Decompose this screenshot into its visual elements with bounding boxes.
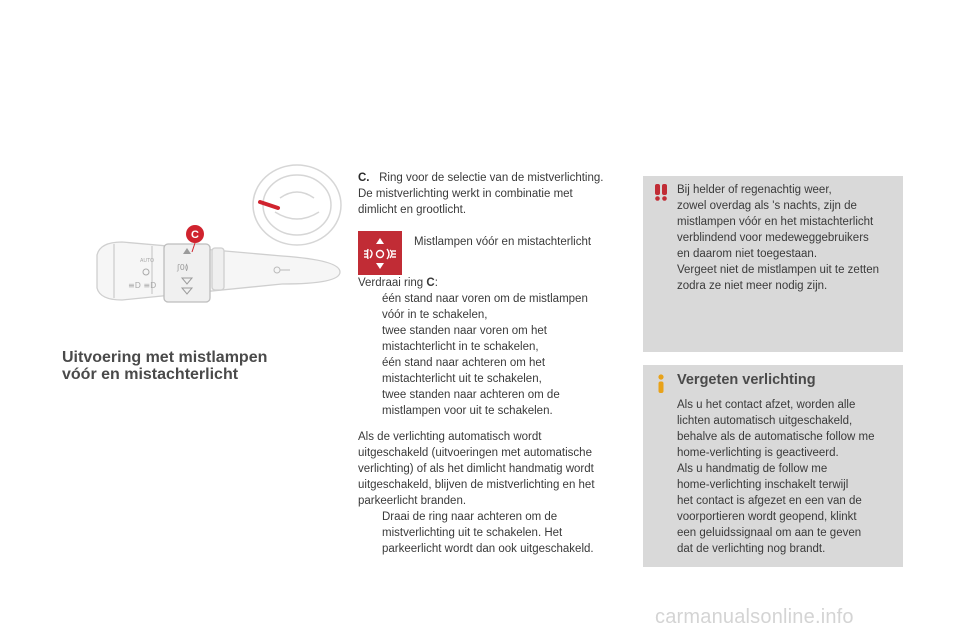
info-text <box>677 397 899 557</box>
list-item-line: één stand naar achteren om het <box>382 357 546 369</box>
ring-label: C. <box>358 172 370 184</box>
auto-lighting-paragraph <box>358 429 623 557</box>
ring-positions-list <box>358 291 623 419</box>
symbol-row <box>358 231 623 275</box>
warning-line: en daarom niet toegestaan. <box>677 248 818 260</box>
list-item <box>358 355 623 387</box>
list-item-line: mistachterlicht uit te schakelen, <box>382 373 542 385</box>
verdraai-lead <box>358 275 623 291</box>
info-line: behalve als de automatische follow me <box>677 431 875 443</box>
info-line: home-verlichting inschakelt terwijl <box>677 479 849 491</box>
info-title: Vergeten verlichting <box>677 372 816 388</box>
svg-text:C: C <box>191 229 199 241</box>
info-line: het contact is afgezet en een van de <box>677 495 862 507</box>
info-line: dat de verlichting nog brandt. <box>677 543 826 555</box>
section-title-line1: Uitvoering met mistlampen <box>62 349 268 366</box>
verdraai-lead-text: Verdraai ring <box>358 277 427 289</box>
info-line: Als u het contact afzet, worden alle <box>677 399 856 411</box>
list-item-line: mistverlichting uit te schakelen. Het <box>382 527 563 539</box>
list-item-line: mistlampen voor uit te schakelen. <box>382 405 553 417</box>
list-item-line: één stand naar voren om de mistlampen <box>382 293 588 305</box>
info-line: Als u handmatig de follow me <box>677 463 828 475</box>
section-title-line2: vóór en mistachterlicht <box>62 366 239 383</box>
list-item <box>358 291 623 323</box>
warning-line: zodra ze niet meer nodig zijn. <box>677 280 828 292</box>
paragraph-line: uitgeschakeld (uitvoeringen met automatische <box>358 447 592 459</box>
main-column <box>358 170 623 557</box>
ring-desc: Ring voor de selectie van de mistverlichting. <box>379 172 604 184</box>
info-line: home-verlichting is geactiveerd. <box>677 447 839 459</box>
info-icon <box>653 374 669 394</box>
list-item-line: mistachterlicht in te schakelen, <box>382 341 539 353</box>
list-item-line: twee standen naar voren om het <box>382 325 547 337</box>
warning-line: verblindend voor medeweggebruikers <box>677 232 869 244</box>
stalk-body <box>97 242 340 300</box>
svg-text:≡D ≡D: ≡D ≡D <box>128 281 157 290</box>
paragraph-line: verlichting) of als het dimlicht handmatig wordt <box>358 463 594 475</box>
warning-line: Bij helder of regenachtig weer, <box>677 184 832 196</box>
intro-line3: dimlicht en grootlicht. <box>358 204 467 216</box>
info-line: een geluidssignaal om aan te geven <box>677 527 862 539</box>
warning-line: Vergeet niet de mistlampen uit te zetten <box>677 264 880 276</box>
list-item-line: vóór in te schakelen, <box>382 309 488 321</box>
section-title <box>62 349 312 383</box>
intro-line2: De mistverlichting werkt in combinatie met <box>358 188 573 200</box>
list-item-line: parkeerlicht wordt dan ook uitgeschakeld. <box>382 543 594 555</box>
info-line: voorportieren wordt geopend, klinkt <box>677 511 857 523</box>
list-item <box>358 387 623 419</box>
warning-line: mistlampen vóór en het mistachterlicht <box>677 216 874 228</box>
fog-lights-icon <box>358 231 402 275</box>
warning-line: zowel overdag als 's nachts, zijn de <box>677 200 857 212</box>
paragraph-line: uitgeschakeld, blijven de mistverlichting en het <box>358 479 595 491</box>
list-item-line: Draai de ring naar achteren om de <box>382 511 558 523</box>
svg-text:AUTO: AUTO <box>140 258 155 264</box>
ring-description <box>358 170 623 186</box>
warning-box <box>643 176 903 352</box>
svg-text:ʃ0≬: ʃ0≬ <box>177 263 189 272</box>
list-item <box>358 323 623 355</box>
warning-text <box>677 182 899 294</box>
paragraph-line: parkeerlicht branden. <box>358 495 467 507</box>
watermark: carmanualsonline.info <box>655 606 854 628</box>
paragraph-line: Als de verlichting automatisch wordt <box>358 431 542 443</box>
symbol-label: Mistlampen vóór en mistachterlicht <box>414 236 592 248</box>
list-item-line: twee standen naar achteren om de <box>382 389 560 401</box>
verdraai-colon: : <box>434 277 438 289</box>
auto-lighting-list <box>358 509 623 557</box>
info-box <box>643 365 903 567</box>
lighting-stalk-illustration <box>92 160 342 320</box>
verdraai-ring: C <box>426 277 435 289</box>
info-line: lichten automatisch uitgeschakeld, <box>677 415 853 427</box>
exclamation-icon <box>651 182 671 202</box>
list-item <box>358 509 623 557</box>
